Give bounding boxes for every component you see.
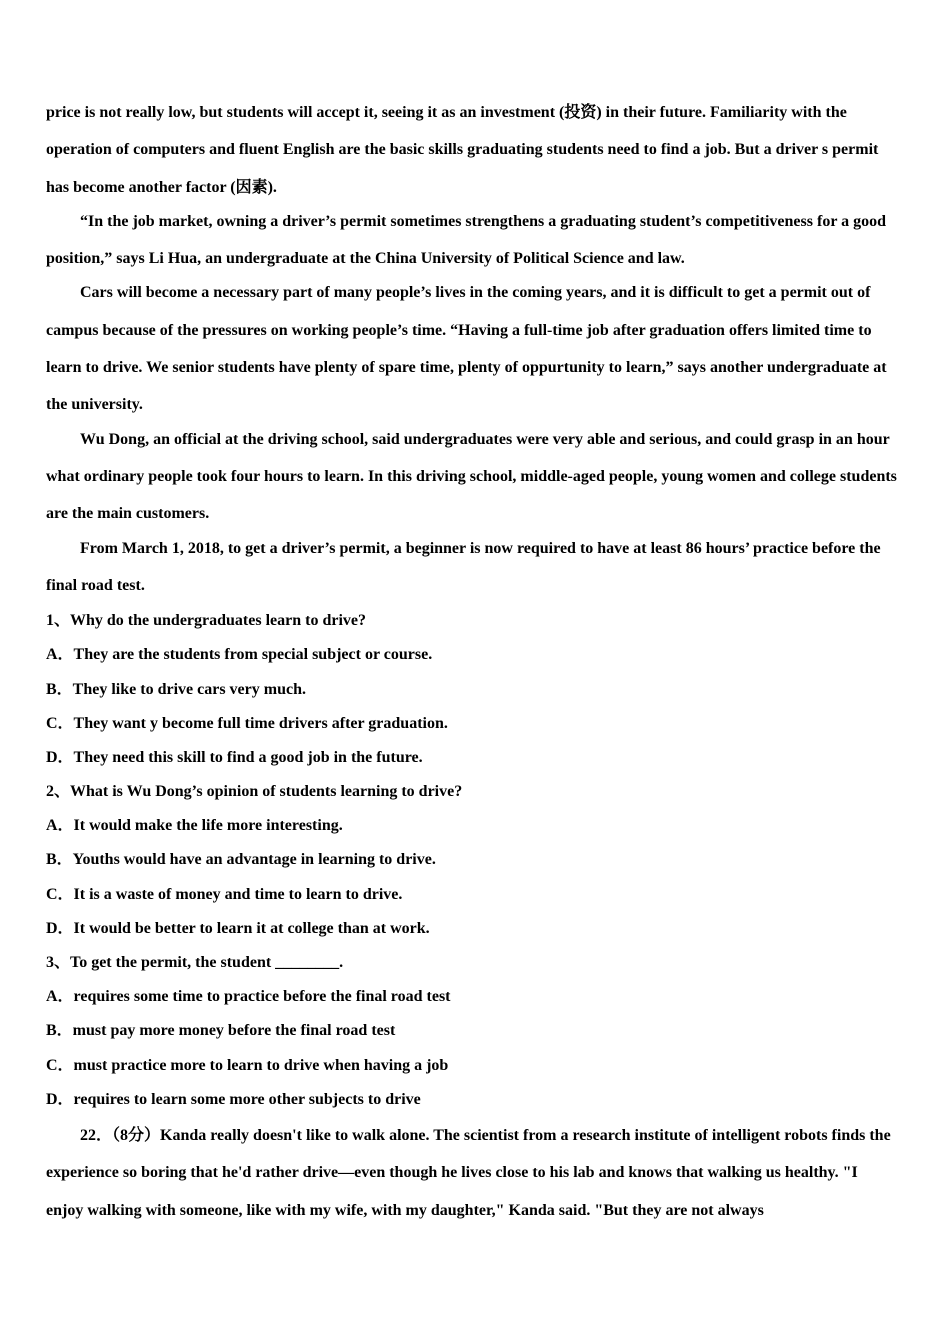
question-2-stem: 2、What is Wu Dong’s opinion of students learning to drive? (46, 783, 463, 801)
passage-paragraph-3: Cars will become a necessary part of many people’s lives in the coming years, and it is difficult to get a permit out of campus because of the pressures on working people’s time. “Having a full-time job after graduation offers limited time to learn to drive. We senior students have plenty of spare time, plenty of oppurtunity to learn,” says another undergraduate at the university. (46, 284, 887, 414)
question-3-stem: 3、To get the permit, the student ________. (46, 954, 344, 972)
question-3-option-d: D．requires to learn some more other subjects to drive (46, 1090, 421, 1108)
question-2 (46, 775, 898, 946)
question-3-option-a: A．requires some time to practice before the final road test (46, 988, 451, 1006)
question-2-option-c: C．It is a waste of money and time to learn to drive. (46, 885, 403, 903)
question-1-stem: 1、Why do the undergraduates learn to drive? (46, 612, 367, 630)
next-section-paragraph: 22．（8分）Kanda really doesn't like to walk alone. The scientist from a research institute of intelligent robots finds the experience so boring that he'd rather drive—even though he lives close to his lab and knows that walking us healthy. "I enjoy walking with someone, like with my wife, with my daughter," Kanda said. "But they are not always (46, 1126, 891, 1219)
question-2-option-d: D．It would be better to learn it at college than at work. (46, 919, 430, 937)
question-2-option-b: B．Youths would have an advantage in learning to drive. (46, 851, 436, 869)
passage-paragraph-4: Wu Dong, an official at the driving school, said undergraduates were very able and serious, and could grasp in an hour what ordinary people took four hours to learn. In this driving school, middle-aged people, young women and college students are the main customers. (46, 430, 897, 523)
question-1 (46, 604, 898, 775)
question-1-option-c: C．They want y become full time drivers after graduation. (46, 714, 448, 732)
passage-paragraph-2: “In the job market, owning a driver’s permit sometimes strengthens a graduating student’s competitiveness for a good position,” says Li Hua, an undergraduate at the China University of Political Science and law. (46, 212, 887, 268)
question-1-option-a: A．They are the students from special subject or course. (46, 646, 433, 664)
question-2-option-a: A．It would make the life more interesting. (46, 817, 343, 835)
question-3 (46, 946, 898, 1117)
passage-paragraph-5: From March 1, 2018, to get a driver’s permit, a beginner is now required to have at least 86 hours’ practice before the final road test. (46, 539, 881, 594)
question-1-option-b: B．They like to drive cars very much. (46, 680, 306, 698)
document-page (46, 94, 898, 1229)
passage-paragraph-1: price is not really low, but students will accept it, seeing it as an investment (投资) in their future. Familiarity with the operation of computers and fluent English are the basic skills graduating students need to find a job. But a driver s permit has become another factor (因素). (46, 104, 879, 196)
question-3-option-c: C．must practice more to learn to drive when having a job (46, 1056, 449, 1074)
question-1-option-d: D．They need this skill to find a good job in the future. (46, 748, 423, 766)
question-3-option-b: B．must pay more money before the final road test (46, 1022, 396, 1040)
